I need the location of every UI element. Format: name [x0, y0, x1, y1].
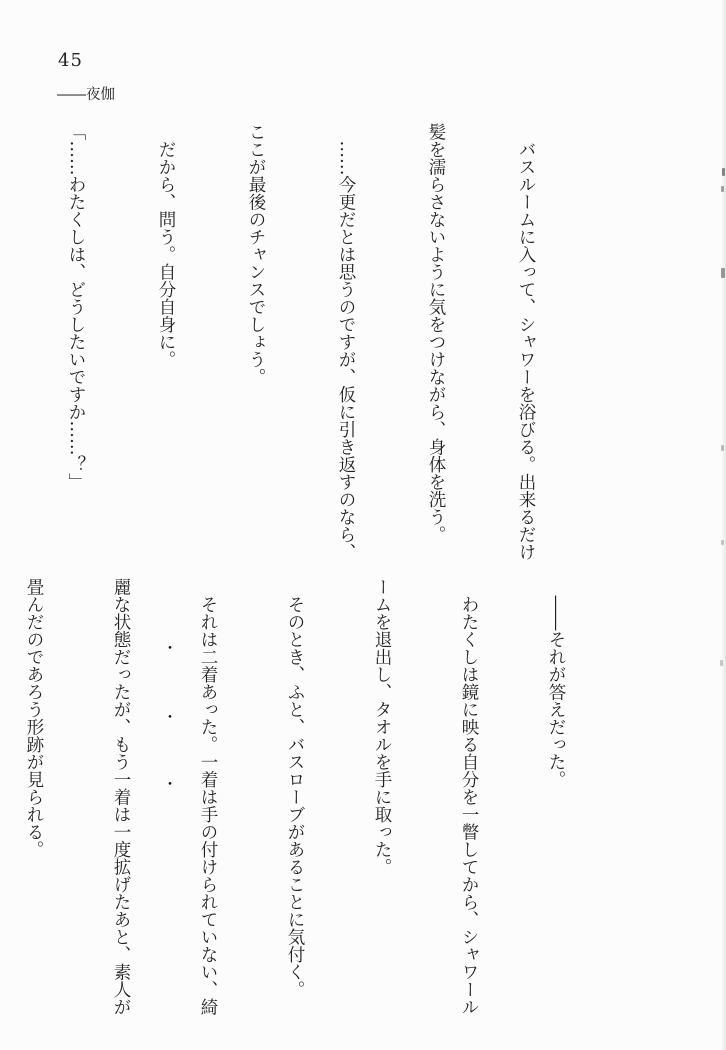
- page-number: 45: [58, 50, 83, 71]
- text-line: [0, 123, 1, 571]
- scan-artifact: [721, 540, 724, 545]
- scan-artifact: [721, 445, 724, 451]
- text-block-upper: [61, 123, 601, 571]
- text-line: 「……わたくしは、どうしたいですか……？」: [66, 123, 86, 491]
- text-line: ここが最後のチャンスでしょう。: [246, 123, 266, 386]
- text-line: それは二着あった。一着は手の付けられていない、綺: [198, 578, 218, 1016]
- chapter-running-header: ――夜伽: [57, 87, 115, 103]
- text-line: そのとき、ふと、バスローブがあることに気付く。: [285, 578, 305, 998]
- scan-artifact: [720, 660, 723, 666]
- text-line: 麗な状態だったが、もう一着は一度拡げたあと、素人が: [111, 578, 131, 1016]
- text-block-lower: [24, 578, 628, 1024]
- scan-artifact: [722, 168, 725, 176]
- text-line: わたくしは鏡に映る自分を一瞥してから、シャワール: [459, 578, 479, 1016]
- scene-break-dot: ・: [162, 639, 178, 657]
- text-line: だから、問う。自分自身に。: [156, 123, 176, 368]
- scene-break-dot: ・: [162, 775, 178, 793]
- text-line: ームを退出し、タオルを手に取った。: [372, 578, 392, 876]
- text-line: 髪を濡らさないように気をつけながら、身体を洗う。: [426, 123, 446, 543]
- text-line: ――それが答えだった。: [546, 578, 566, 788]
- scene-break-dot: ・: [162, 708, 178, 726]
- scan-edge-shadow: [721, 0, 726, 1050]
- text-line: 畳んだのであろう形跡が見られる。: [24, 578, 44, 858]
- text-line: バスルームに入って、シャワーを浴びる。出来るだけ: [516, 123, 536, 561]
- scan-artifact: [721, 186, 724, 192]
- text-line: ……今更だとは思うのですが、仮に引き返すのなら、: [336, 123, 356, 561]
- scan-artifact: [721, 268, 725, 278]
